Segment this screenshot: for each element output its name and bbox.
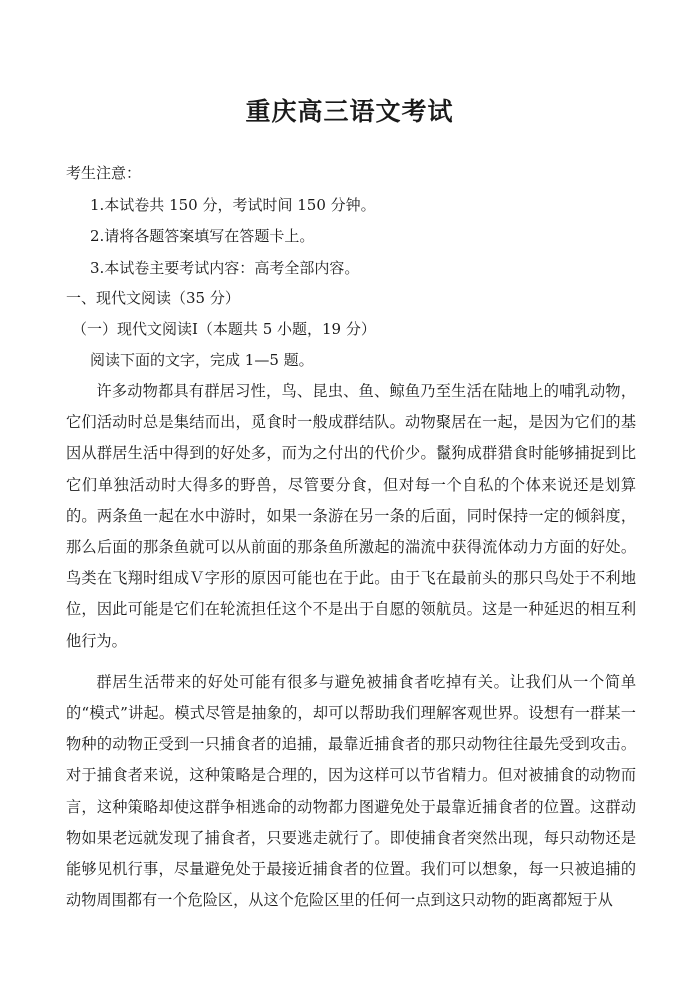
notice-item-2: 2.请将各题答案填写在答题卡上。 [90, 227, 315, 245]
passage-paragraph-1: 许多动物都具有群居习性，鸟、昆虫、鱼、鲸鱼乃至生活在陆地上的哺乳动物，它们活动时总是集结而出，觅食时一般成群结队。动物聚居在一起，是因为它们的基因从群居生活中得到的好处多，而为之付出的代价少。鬣狗成群猎食时能够捕捉到比它们单独活动时大得多的野兽，尽管要分食，但对每一个自私的个体来说还是划算的。两条鱼一起在水中游时，如果一条游在另一条的后面，同时保持一定的倾斜度，那么后面的那条鱼就可以从前面的那条鱼所激起的湍流中获得流体动力方面的好处。鸟类在飞翔时组成Ｖ字形的原因可能也在于此。由于飞在最前头的那只鸟处于不利地位，因此可能是它们在轮流担任这个不是出于自愿的领航员。这是一种延迟的相互利他行为。 [66, 382, 636, 650]
passage-paragraph-2: 群居生活带来的好处可能有很多与避免被捕食者吃掉有关。让我们从一个简单的“模式”讲起。模式尽管是抽象的，却可以帮助我们理解客观世界。设想有一群某一物种的动物正受到一只捕食者的追捕，最靠近捕食者的那只动物往往最先受到攻击。对于捕食者来说，这种策略是合理的，因为这样可以节省精力。但对被捕食的动物而言，这种策略却使这群争相逃命的动物都力图避免处于最靠近捕食者的位置。这群动物如果老远就发现了捕食者，只要逃走就行了。即使捕食者突然出现，每只动物还是能够见机行事，尽量避免处于最接近捕食者的位置。我们可以想象，每一只被追捕的动物周围都有一个危险区，从这个危险区里的任何一点到这只动物的距离都短于从 [66, 672, 636, 910]
notice-item-3: 3.本试卷主要考试内容：高考全部内容。 [90, 259, 360, 277]
subsection-heading: （一）现代文阅读Ⅰ（本题共 5 小题，19 分） [72, 320, 376, 338]
exam-title: 重庆高三语文考试 [245, 97, 454, 126]
notice-item-1: 1.本试卷共 150 分，考试时间 150 分钟。 [90, 196, 376, 214]
reading-instruction: 阅读下面的文字，完成 1—5 题。 [90, 351, 314, 369]
reading-passage [66, 376, 636, 916]
notice-header: 考生注意： [66, 164, 142, 182]
section-heading: 一、现代文阅读（35 分） [66, 289, 240, 307]
